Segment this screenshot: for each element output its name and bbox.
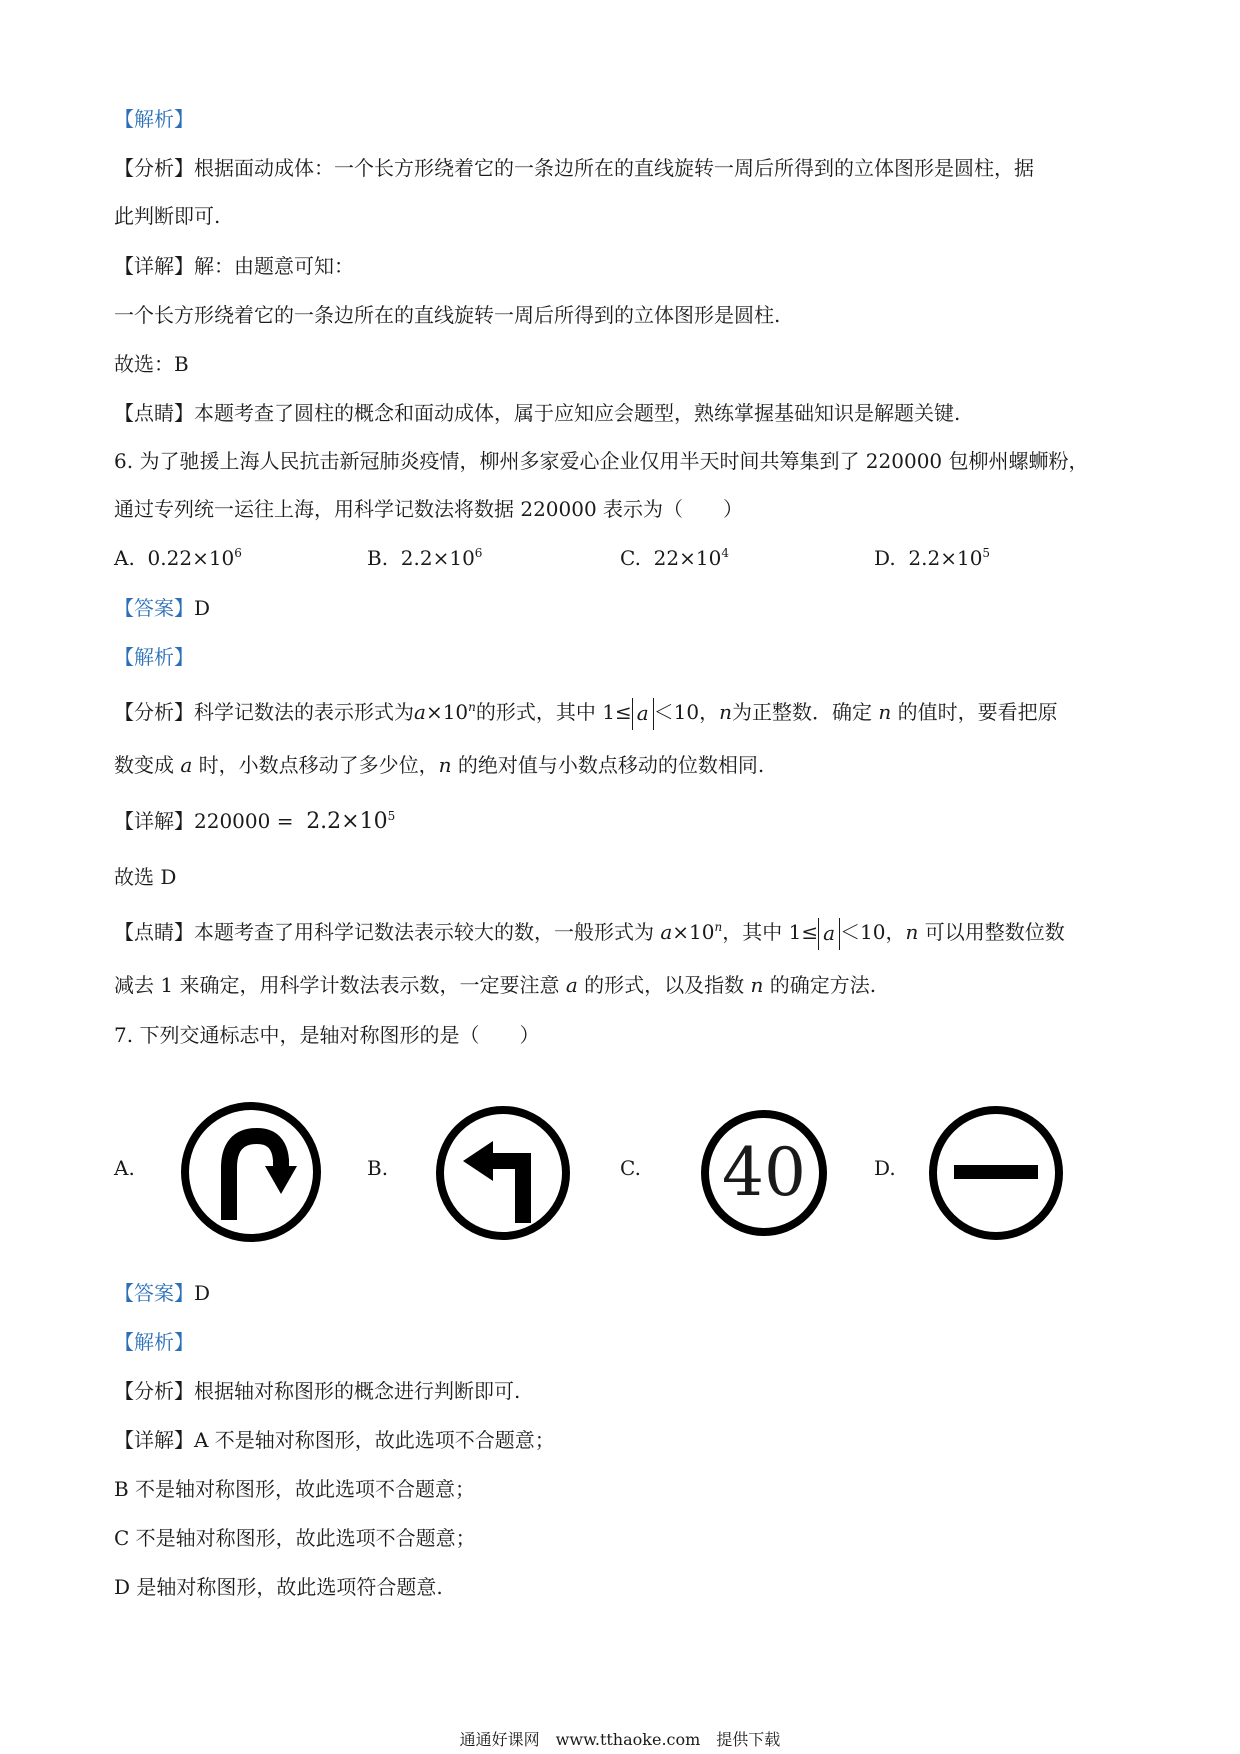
q6-option-b: B. $2.2\times 10^6$ [367, 546, 483, 570]
dianjing-q6-line1: 【点睛】本题考查了用科学记数法表示较大的数，一般形式为 $a\times 10^n$，其中 1≤ a ＜10，n 可以用整数位数 [114, 916, 1065, 950]
fenxi-q7: 【分析】根据轴对称图形的概念进行判断即可. [114, 1379, 521, 1403]
jiexi-heading-q7: 【解析】 [114, 1330, 194, 1354]
xiangjie-q5-line1: 【详解】解：由题意可知： [114, 254, 354, 278]
daan-q7: 【答案】D [114, 1281, 211, 1305]
dianjing-q6-line2: 减去 1 来确定，用科学计数法表示数，一定要注意 a 的形式，以及指数 n 的确定方法. [114, 973, 877, 997]
dianjing-tag: 【点睛】 [114, 401, 194, 425]
fenxi-q5-line2: 此判断即可. [114, 204, 221, 228]
fenxi-q6-line2: 数变成 a 时，小数点移动了多少位，n 的绝对值与小数点移动的位数相同. [114, 753, 765, 777]
left-turn-sign-icon [433, 1103, 573, 1243]
guxuan-q6: 故选 D [114, 865, 177, 889]
dianjing-q5: 【点睛】本题考查了圆柱的概念和面动成体，属于应知应会题型，熟练掌握基础知识是解题关键. [114, 401, 961, 425]
xiangjie-q7-line2: B 不是轴对称图形，故此选项不合题意； [114, 1477, 476, 1501]
q6-stem-line1: 6. 为了驰援上海人民抗击新冠肺炎疫情，柳州多家爱心企业仅用半天时间共筹集到了 220000 包柳州螺蛳粉， [114, 449, 1089, 473]
q6-option-d: D. $2.2\times 10^5$ [874, 546, 991, 570]
q6-option-c: C. $22\times 10^4$ [620, 546, 729, 570]
xiangjie-tag: 【详解】 [114, 254, 194, 278]
speed-limit-40-sign-icon [698, 1107, 830, 1239]
xiangjie-q6: 【详解】$220000 = 2.2\times 10^5$ [114, 809, 396, 834]
u-turn-sign-icon [177, 1098, 325, 1246]
jiexi-heading-q5: 【解析】 [114, 107, 194, 131]
fenxi-tag: 【分析】 [114, 156, 194, 180]
no-entry-sign-icon [926, 1103, 1066, 1243]
q7-option-b-label: B. [367, 1156, 389, 1180]
jiexi-heading-q6: 【解析】 [114, 645, 194, 669]
abs-value-a: a [632, 698, 654, 730]
abs-value-a-2: a [818, 918, 840, 950]
q7-option-d-label: D. [874, 1156, 896, 1180]
q7-option-a-label: A. [114, 1156, 135, 1180]
speed-limit-text: 40 [722, 1134, 806, 1211]
q7-option-c-label: C. [620, 1156, 641, 1180]
daan-q6: 【答案】D [114, 596, 211, 620]
q6-stem-line2: 通过专列统一运往上海，用科学记数法将数据 220000 表示为（ ） [114, 497, 744, 521]
xiangjie-q7-line3: C 不是轴对称图形，故此选项不合题意； [114, 1526, 476, 1550]
page-footer: 通通好课网 www.tthaoke.com 提供下载 [459, 1730, 781, 1749]
fenxi-q6-line1: 【分析】科学记数法的表示形式为$a\times 10^n$的形式，其中 1≤ a ＜10，n为正整数．确定 n 的值时，要看把原 [114, 696, 1058, 730]
xiangjie-q7-line4: D 是轴对称图形，故此选项符合题意. [114, 1575, 443, 1599]
daan-tag: 【答案】 [114, 596, 194, 620]
guxuan-q5: 故选：B [114, 352, 189, 376]
xiangjie-q5-line2: 一个长方形绕着它的一条边所在的直线旋转一周后所得到的立体图形是圆柱. [114, 303, 781, 327]
q6-option-a: A. $0.22\times 10^6$ [114, 546, 242, 570]
q7-stem: 7. 下列交通标志中，是轴对称图形的是（ ） [114, 1023, 540, 1047]
xiangjie-q7-line1: 【详解】A 不是轴对称图形，故此选项不合题意； [114, 1428, 555, 1452]
fenxi-q5-line1: 【分析】根据面动成体：一个长方形绕着它的一条边所在的直线旋转一周后所得到的立体图形是圆柱，据 [114, 156, 1034, 180]
